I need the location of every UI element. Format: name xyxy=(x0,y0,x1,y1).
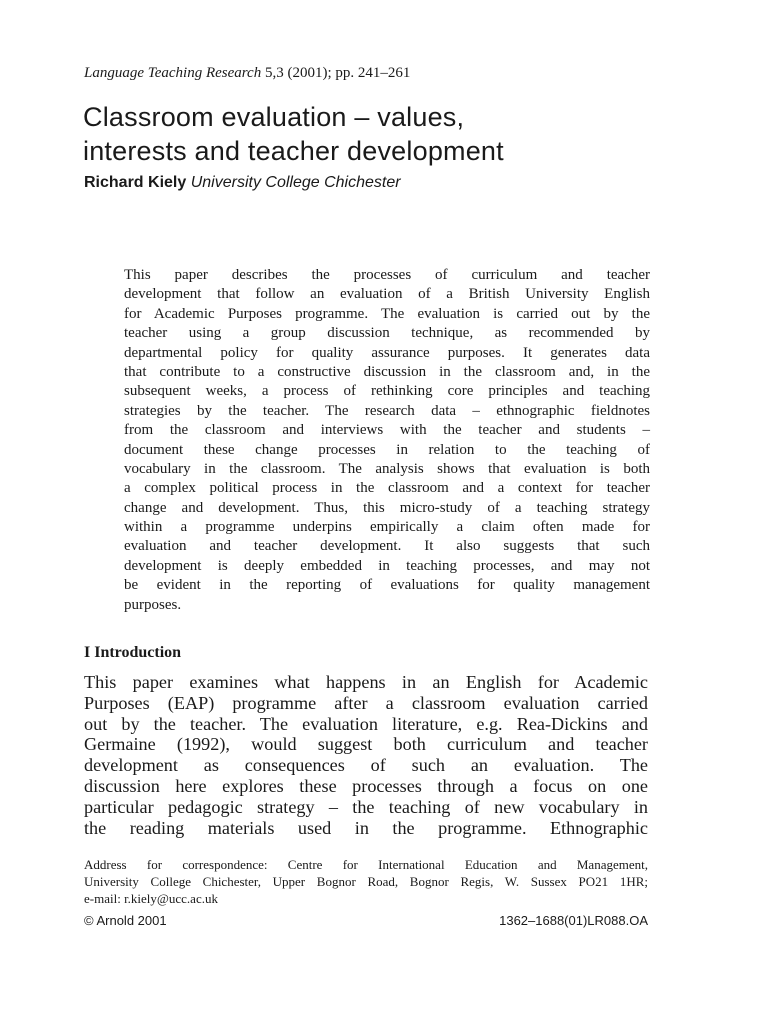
abstract-line: teacher using a group discussion technique, as recommended by xyxy=(124,325,650,342)
abstract xyxy=(124,266,650,615)
author-affiliation: University College Chichester xyxy=(190,174,401,191)
abstract-line: change and development. Thus, this micro-study of a teaching strategy xyxy=(124,499,650,516)
abstract-line: development that follow an evaluation of a British University English xyxy=(124,286,650,303)
abstract-line: This paper describes the processes of curriculum and teacher xyxy=(124,267,650,283)
journal-citation xyxy=(84,63,684,83)
abstract-line: purposes. xyxy=(124,596,182,613)
abstract-line: be evident in the reporting of evaluations for quality management xyxy=(124,577,650,594)
body-line: out by the teacher. The evaluation literature, e.g. Rea-Dickins and xyxy=(84,713,648,734)
journal-volume-pages: 5,3 (2001); pp. 241–261 xyxy=(261,65,411,81)
body-line: discussion here explores these processes through a focus on one xyxy=(84,775,648,796)
abstract-line: development is deeply embedded in teaching processes, and may not xyxy=(124,557,650,574)
abstract-line: document these change processes in relation to the teaching of xyxy=(124,441,650,458)
introduction-body xyxy=(84,672,648,838)
article-title-line: interests and teacher development xyxy=(83,136,504,166)
abstract-line: strategies by the teacher. The research data – ethnographic fieldnotes xyxy=(124,402,650,419)
body-line: Purposes (EAP) programme after a classroom evaluation carried xyxy=(84,692,648,713)
abstract-line: evaluation and teacher development. It also suggests that such xyxy=(124,538,650,555)
section-heading-introduction: I Introduction xyxy=(84,644,182,661)
body-line: This paper examines what happens in an English for Academic xyxy=(84,672,648,692)
journal-name: Language Teaching Research xyxy=(84,65,262,81)
correspondence-line: Address for correspondence: Centre for International Education and Management, xyxy=(84,857,648,872)
body-line: development as consequences of such an evaluation. The xyxy=(84,755,648,776)
abstract-line: departmental policy for quality assurance purposes. It generates data xyxy=(124,344,650,361)
article-title-line: Classroom evaluation – values, xyxy=(83,102,465,132)
body-line: Germaine (1992), would suggest both curriculum and teacher xyxy=(84,734,648,755)
author-name: Richard Kiely xyxy=(84,174,187,191)
body-line: particular pedagogic strategy – the teaching of new vocabulary in xyxy=(84,796,648,817)
byline xyxy=(84,172,684,194)
abstract-line: from the classroom and interviews with the teacher and students – xyxy=(124,422,650,439)
abstract-line: for Academic Purposes programme. The evaluation is carried out by the xyxy=(124,305,650,322)
abstract-line: within a programme underpins empirically a claim often made for xyxy=(124,519,650,536)
correspondence-line: University College Chichester, Upper Bognor Road, Bognor Regis, W. Sussex PO21 1HR; xyxy=(84,874,648,889)
article-title xyxy=(83,100,683,168)
correspondence-address xyxy=(84,856,648,907)
abstract-line: that contribute to a constructive discussion in the classroom and, in the xyxy=(124,363,650,380)
abstract-line: vocabulary in the classroom. The analysis shows that evaluation is both xyxy=(124,460,650,477)
body-line: the reading materials used in the programme. Ethnographic xyxy=(84,817,648,838)
abstract-line: subsequent weeks, a process of rethinking core principles and teaching xyxy=(124,383,650,400)
article-code: 1362–1688(01)LR088.OA xyxy=(499,913,648,928)
abstract-line: a complex political process in the classroom and a context for teacher xyxy=(124,480,650,497)
copyright-notice: © Arnold 2001 xyxy=(84,913,167,928)
correspondence-email: e-mail: r.kiely@ucc.ac.uk xyxy=(84,891,218,906)
